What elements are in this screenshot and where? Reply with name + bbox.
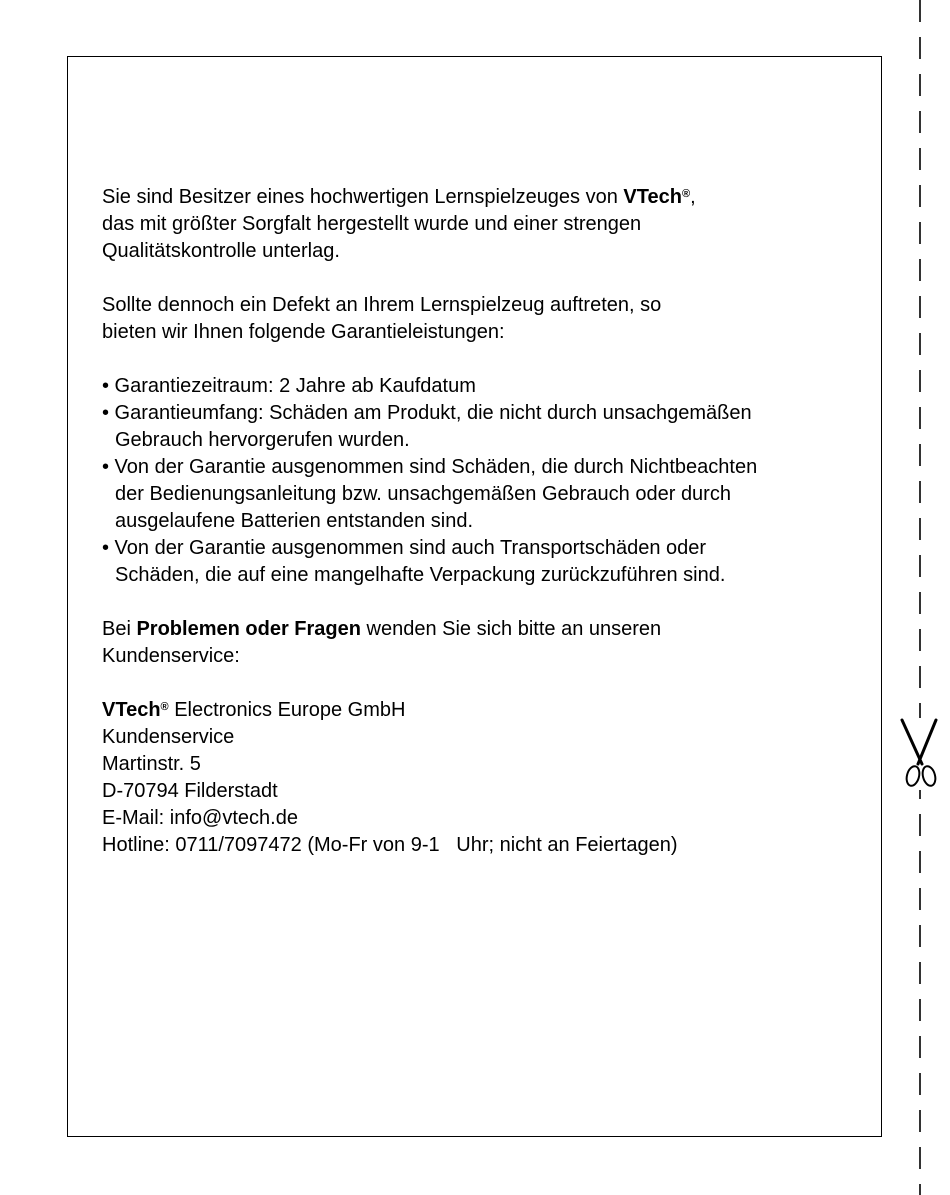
- list-item-continuation: Schäden, die auf eine mangelhafte Verpackung zurückzuführen sind.: [115, 564, 726, 586]
- defect-line-2: bieten wir Ihnen folgende Garantieleistungen:: [102, 321, 505, 343]
- contact-intro-line-2: Kundenservice:: [102, 645, 240, 667]
- cut-line: [918, 0, 922, 1195]
- list-item-continuation: ausgelaufene Batterien entstanden sind.: [115, 510, 474, 532]
- address-city: D-70794 Filderstadt: [102, 780, 278, 802]
- address-email: E-Mail: info@vtech.de: [102, 807, 298, 829]
- intro-line-1: Sie sind Besitzer eines hochwertigen Lernspielzeuges von: [102, 186, 624, 208]
- brand-name: VTech: [623, 186, 682, 208]
- list-item: • Von der Garantie ausgenommen sind Schäden, die durch Nichtbeachten: [102, 456, 758, 478]
- registered-mark: ®: [681, 188, 691, 200]
- list-item: • Garantieumfang: Schäden am Produkt, die nicht durch unsachgemäßen: [102, 402, 752, 424]
- contact-intro-pre: Bei: [102, 618, 137, 640]
- address-department: Kundenservice: [102, 726, 235, 748]
- intro-paragraph: [102, 184, 872, 265]
- defect-paragraph: [102, 292, 872, 346]
- registered-mark: ®: [160, 701, 169, 713]
- scissors-icon: [896, 718, 944, 790]
- contact-intro-paragraph: [102, 616, 872, 670]
- warranty-list: [102, 373, 872, 589]
- contact-intro-emphasis: Problemen oder Fragen: [136, 618, 361, 640]
- address-block: [102, 697, 872, 859]
- address-company: Electronics Europe GmbH: [168, 699, 406, 721]
- contact-intro-post: wenden Sie sich bitte an unseren: [360, 618, 662, 640]
- warranty-text: [102, 184, 872, 859]
- list-item-continuation: Gebrauch hervorgerufen wurden.: [115, 429, 410, 451]
- address-hotline: Hotline: 0711/7097472 (Mo-Fr von 9-1 Uhr; nicht an Feiertagen): [102, 834, 678, 856]
- defect-line-1: Sollte dennoch ein Defekt an Ihrem Lernspielzeug auftreten, so: [102, 294, 662, 316]
- address-street: Martinstr. 5: [102, 753, 201, 775]
- list-item-continuation: der Bedienungsanleitung bzw. unsachgemäßen Gebrauch oder durch: [115, 483, 731, 505]
- list-item: • Von der Garantie ausgenommen sind auch Transportschäden oder: [102, 537, 707, 559]
- address-brand: VTech: [102, 699, 161, 721]
- list-item: • Garantiezeitraum: 2 Jahre ab Kaufdatum: [102, 375, 476, 397]
- intro-line-1-end: ,: [690, 186, 696, 208]
- intro-line-2: das mit größter Sorgfalt hergestellt wurde und einer strengen: [102, 213, 642, 235]
- intro-line-3: Qualitätskontrolle unterlag.: [102, 240, 340, 262]
